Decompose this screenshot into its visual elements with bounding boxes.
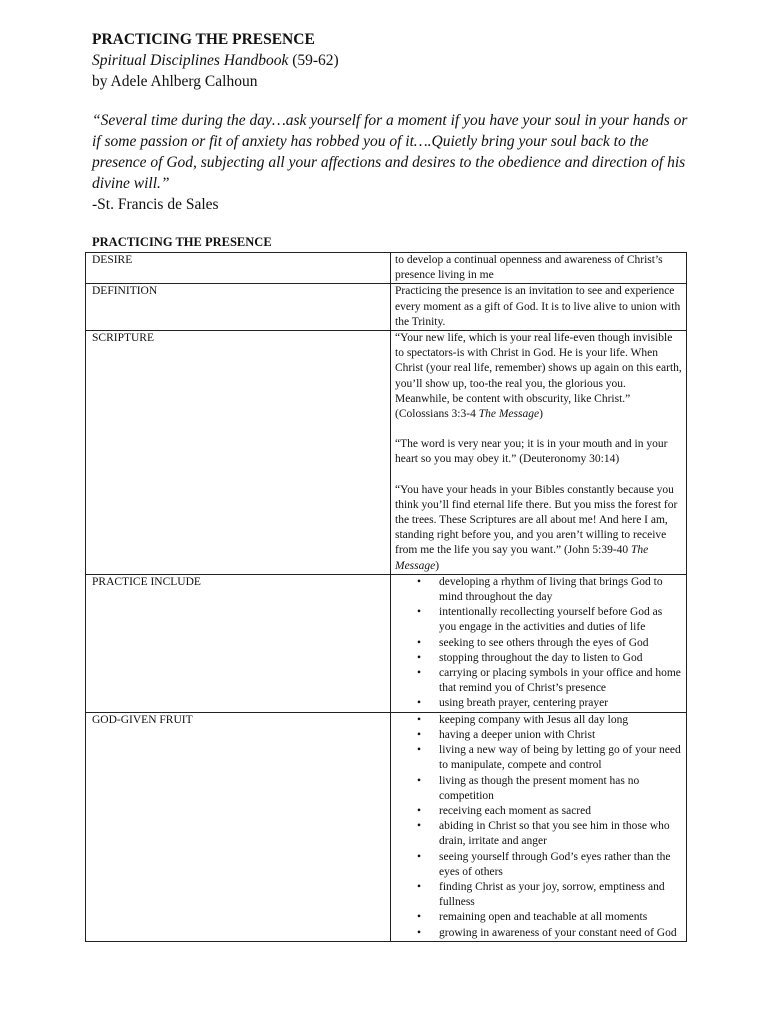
book-pages: (59-62) <box>288 52 339 69</box>
row-content <box>391 331 687 575</box>
list-item: • finding Christ as your joy, sorrow, emptiness and fullness <box>395 880 682 910</box>
fruit-list <box>395 713 682 941</box>
list-item: • having a deeper union with Christ <box>395 728 682 743</box>
table-row-scripture <box>86 331 687 575</box>
list-item: • keeping company with Jesus all day long <box>395 713 682 728</box>
quote-attribution: -St. Francis de Sales <box>92 196 219 213</box>
list-item: • seeking to see others through the eyes of God <box>395 636 682 651</box>
list-item: • abiding in Christ so that you see him in those who drain, irritate and anger <box>395 819 682 849</box>
source-line <box>92 50 339 71</box>
table-row-practice <box>86 574 687 712</box>
scripture-text: “You have your heads in your Bibles constantly because you think you’ll find eternal life there. But you miss the forest for the trees. These Scriptures are all about me! And here I am, standing right before you, and you aren’t willing to receive from me the life you say you want.” (John 5:39-40 <box>395 483 678 557</box>
table-row-desire <box>86 253 687 284</box>
scripture-version: The Message <box>395 544 649 572</box>
list-item: • carrying or placing symbols in your office and home that remind you of Christ’s presence <box>395 666 682 696</box>
list-item: • living a new way of being by letting go of your need to manipulate, compete and control <box>395 743 682 773</box>
paragraph-gap <box>395 468 682 483</box>
row-content: Practicing the presence is an invitation to see and experience every moment as a gift of God. It is to live alive to union with the Trinity. <box>391 284 687 331</box>
row-label: DEFINITION <box>86 284 391 331</box>
list-item: • stopping throughout the day to listen to God <box>395 651 682 666</box>
row-content <box>391 712 687 941</box>
list-item: • using breath prayer, centering prayer <box>395 696 682 711</box>
scripture-deuteronomy: “The word is very near you; it is in your mouth and in your heart so you may obey it.” (Deuteronomy 30:14) <box>395 438 668 466</box>
document-title: PRACTICING THE PRESENCE <box>92 31 315 48</box>
row-content <box>391 574 687 712</box>
list-item: • growing in awareness of your constant need of God <box>395 926 682 941</box>
list-item: • developing a rhythm of living that brings God to mind throughout the day <box>395 575 682 605</box>
row-label: SCRIPTURE <box>86 331 391 575</box>
scripture-john <box>395 483 682 574</box>
list-item: • receiving each moment as sacred <box>395 804 682 819</box>
paragraph-gap <box>395 422 682 437</box>
row-label: GOD-GIVEN FRUIT <box>86 712 391 941</box>
list-item: • living as though the present moment has no competition <box>395 774 682 804</box>
list-item: • remaining open and teachable at all moments <box>395 910 682 925</box>
book-title: Spiritual Disciplines Handbook <box>92 52 289 69</box>
scripture-colossians <box>395 331 682 422</box>
row-content: to develop a continual openness and awareness of Christ’s presence living in me <box>391 253 687 284</box>
table-row-definition <box>86 284 687 331</box>
scripture-close: ) <box>539 408 543 421</box>
table-row-fruit <box>86 712 687 941</box>
row-label: DESIRE <box>86 253 391 284</box>
epigraph <box>92 110 692 215</box>
section-title: PRACTICING THE PRESENCE <box>92 235 272 249</box>
presence-table <box>85 252 687 942</box>
scripture-version: The Message <box>478 408 540 421</box>
scripture-close: ) <box>435 559 440 572</box>
quote-text: “Several time during the day…ask yourself for a moment if you have your soul in your hands or if some passion or fit of anxiety has robbed you of it….Quietly bring your soul back to the presence of God, subjecting all your affections and desires to the obedience and direction of his divine will.” <box>92 112 688 192</box>
scripture-text: “Your new life, which is your real life-even though invisible to spectators-is with Christ in God. He is your life. When Christ (your real life, remember) shows up again on this earth, you’ll show up, too-the real you, the glorious you. Meanwhile, be content with obscurity, like Christ.” (Colossians 3:3-4 <box>395 332 682 421</box>
list-item: • intentionally recollecting yourself before God as you engage in the activities and duties of life <box>395 605 682 635</box>
author-line: by Adele Ahlberg Calhoun <box>92 73 258 90</box>
document-header <box>92 29 339 92</box>
practice-list <box>395 575 682 712</box>
list-item: • seeing yourself through God’s eyes rather than the eyes of others <box>395 850 682 880</box>
row-label: PRACTICE INCLUDE <box>86 574 391 712</box>
